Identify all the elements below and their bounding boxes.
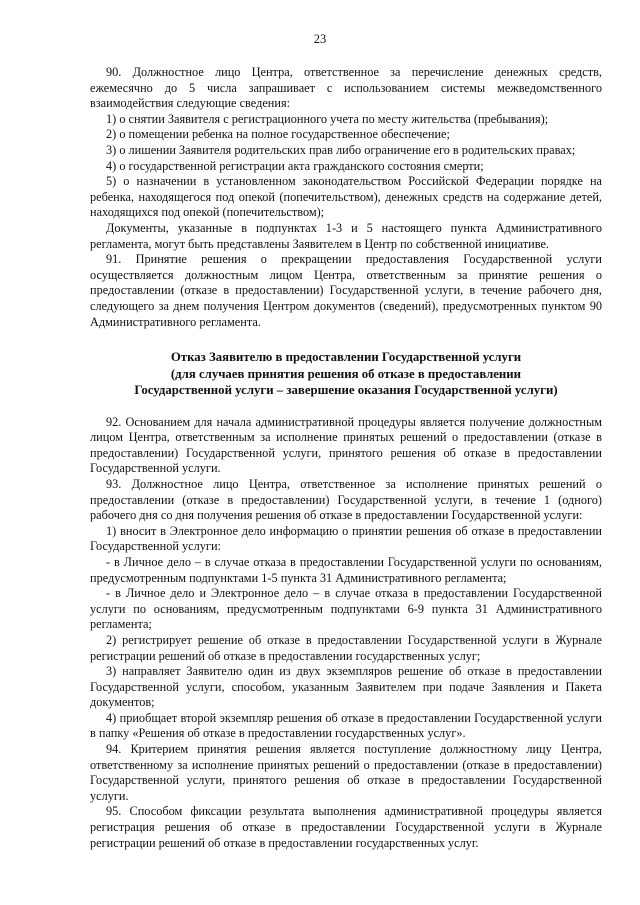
section-heading-line-3: Государственной услуги – завершение оказания Государственной услуги) (134, 383, 558, 398)
section-heading-line-1: Отказ Заявителю в предоставлении Государственной услуги (170, 350, 522, 365)
paragraph-93-item-4: 4) приобщает второй экземпляр решения об отказе в предоставлении Государственной услуги в папку «Решения об отказе в предоставлении государственных услуг». (90, 710, 602, 741)
list-item-4: 4) о государственной регистрации акта гражданского состояния смерти; (106, 158, 484, 173)
page-number: 23 (313, 32, 327, 46)
paragraph-documents: Документы, указанные в подпунктах 1-3 и 5 настоящего пункта Административного регламента, могут быть представлены Заявителем в Центр по собственной инициативе. (90, 220, 602, 251)
paragraph-93-item-1: 1) вносит в Электронное дело информацию о принятии решения об отказе в предоставлении Государственной услуги: (90, 523, 602, 554)
section-heading-line-2: (для случаев принятия решения об отказе в предоставлении (170, 366, 522, 381)
paragraph-93-item-3: 3) направляет Заявителю один из двух экземпляров решение об отказе в предоставлении Государственной услуги, способом, указанным Заявителем при подаче Заявления и Пакета документов; (90, 664, 602, 710)
paragraph-94: 94. Критерием принятия решения является поступление должностному лицу Центра, ответственному за исполнение принятых решений о предоставлении (отказе в предоставлении) Государственной услуги, принятого решения об отказе в предоставлении Государственной услуги. (90, 742, 602, 803)
paragraph-93-dash-1: - в Личное дело – в случае отказа в предоставлении Государственной услуги по основаниям, предусмотренным подпунктами 1-5 пункта 31 Административного регламента; (90, 554, 602, 585)
list-item-5: 5) о назначении в установленном законодательством Российской Федерации порядке на ребенка, находящегося под опекой (попечительством), денежных средств на содержание детей, находящихся под опекой (попечительством); (90, 174, 602, 220)
paragraph-93-dash-2: - в Личное дело и Электронное дело – в случае отказа в предоставлении Государственной услуги по основаниям, предусмотренным подпунктами 6-9 пункта 31 Административного регламента; (90, 586, 602, 632)
section-heading (90, 349, 602, 399)
paragraph-92: 92. Основанием для начала административной процедуры является получение должностным лицом Центра, ответственным за исполнение принятых решений о предоставлении (отказе в предоставлении) Государственной услуги, принятого решения об отказе в предоставлении Государственной услуги. (90, 414, 602, 476)
list-item-1: 1) о снятии Заявителя с регистрационного учета по месту жительства (пребывания); (106, 111, 549, 126)
paragraph-93: 93. Должностное лицо Центра, ответственное за исполнение принятых решений о предоставлении (отказе в предоставлении) Государственной услуги, в течение 1 (одного) рабочего дня со дня получения решения об отказе в предоставлении Государственной услуги: (90, 476, 602, 523)
list-item-2: 2) о помещении ребенка на полное государственное обеспечение; (106, 127, 450, 142)
paragraph-90: 90. Должностное лицо Центра, ответственное за перечисление денежных средств, ежемесячно до 5 числа запрашивает с использованием системы межведомственного взаимодействия следующие сведения: (90, 65, 602, 111)
list-item-3: 3) о лишении Заявителя родительских прав либо ограничение его в родительских правах; (106, 142, 576, 157)
paragraph-95: 95. Способом фиксации результата выполнения административной процедуры является регистрация решения об отказе в предоставлении Государственной услуги в Журнале регистрации решений об отказе в предоставлении государственных услуг. (90, 804, 602, 850)
paragraph-91: 91. Принятие решения о прекращении предоставления Государственной услуги осуществляется должностным лицом Центра, ответственным за принятие решения о предоставлении (отказе в предоставлении) Государственной услуги, в течение рабочего дня, следующего за днем получения Центром документов (сведений), предусмотренных пунктом 90 Административного регламента. (90, 252, 602, 329)
paragraph-93-item-2: 2) регистрирует решение об отказе в предоставлении Государственной услуги в Журнале регистрации решений об отказе в предоставлении государственных услуг; (90, 632, 602, 663)
document-body (90, 65, 602, 851)
